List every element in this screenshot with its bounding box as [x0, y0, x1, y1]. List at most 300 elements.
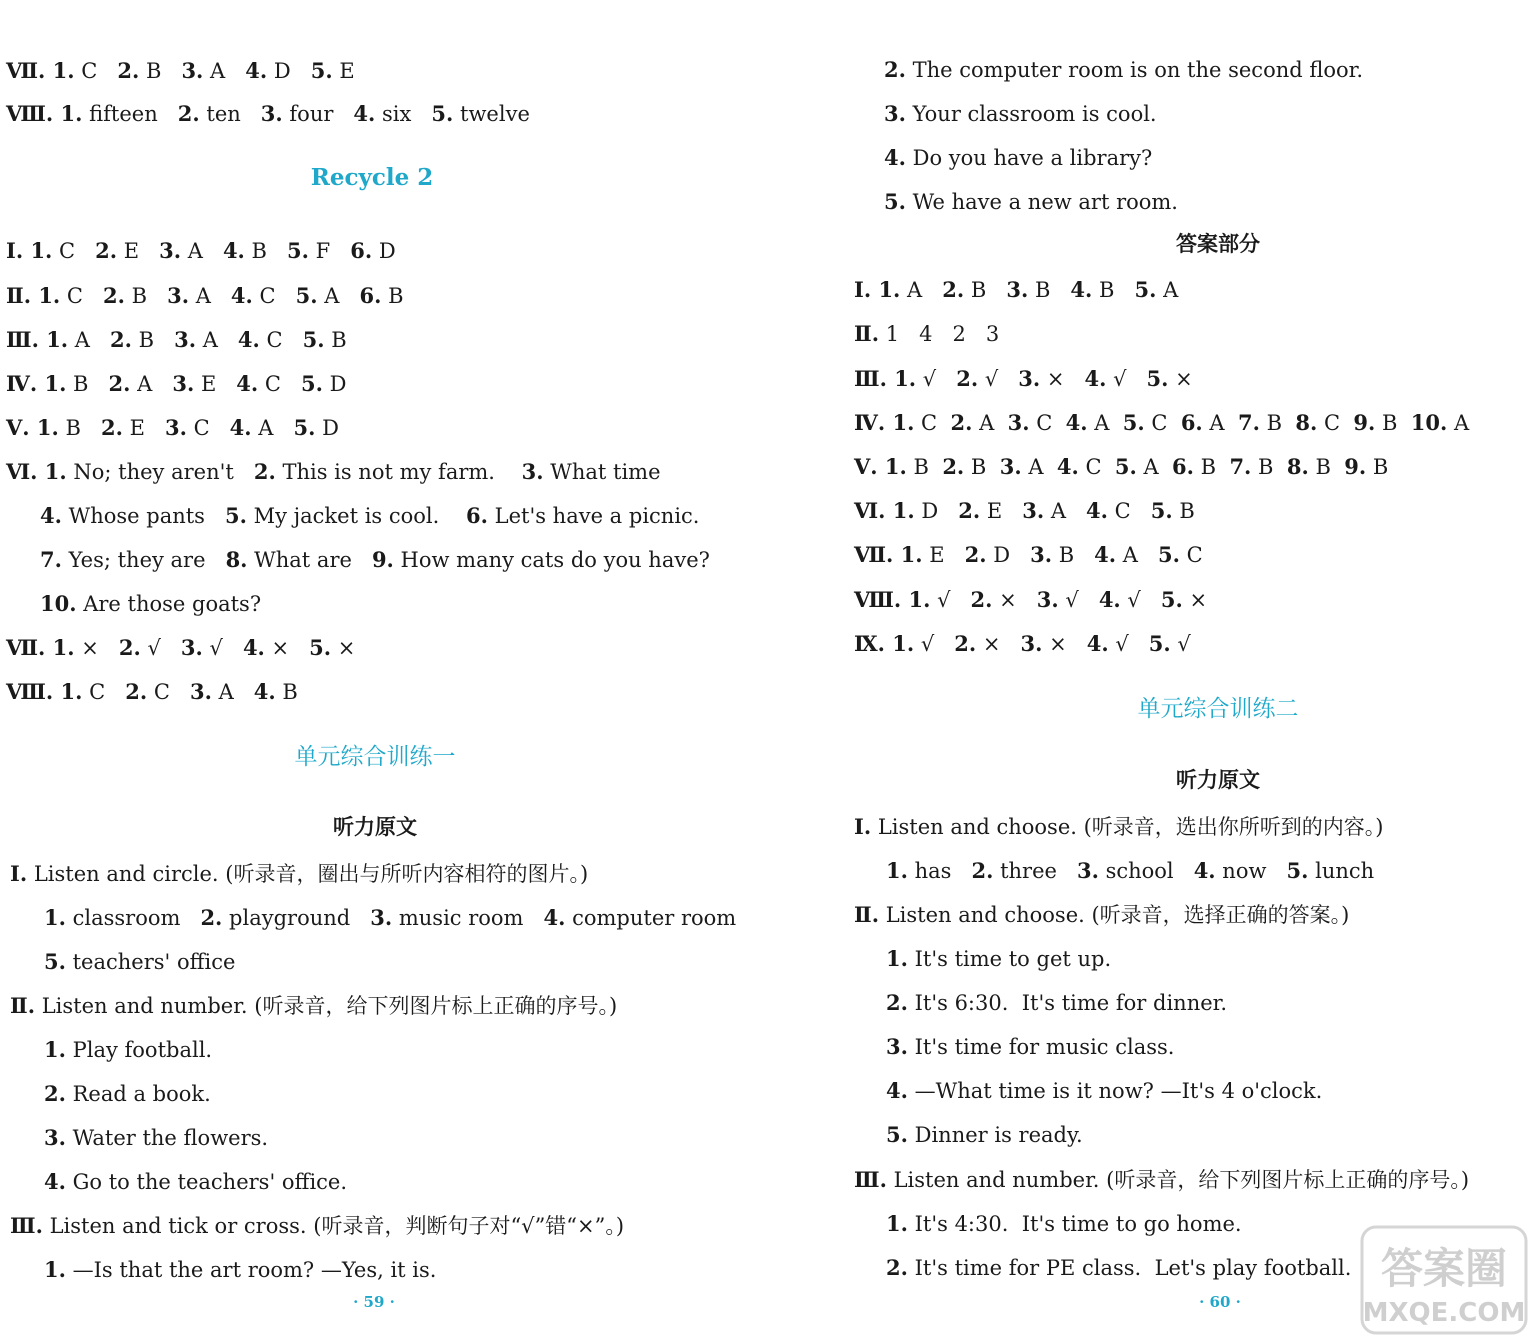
item-number: 7. [1237, 410, 1260, 435]
item-number: 3. [1022, 498, 1045, 523]
item-text: It's time for music class. [907, 1035, 1175, 1059]
item-number: 1. [44, 1037, 66, 1062]
item-number: 2. [117, 58, 140, 83]
item-text: —What time is it now? —It's 4 o'clock. [907, 1079, 1323, 1103]
item-number: Ⅰ. 1. [854, 277, 901, 302]
item-text: Listen and tick or cross. (听录音，判断句子对“√”错“×”。) [42, 1214, 625, 1238]
left-answer-line [6, 371, 346, 397]
right-answer-line [854, 542, 1203, 568]
item-text: C [74, 59, 118, 83]
item-text: √ [1170, 632, 1191, 656]
item-text: No; they aren't [66, 460, 254, 484]
left-answer-line [40, 503, 699, 529]
item-text: has [907, 859, 972, 883]
item-number: 10. [40, 591, 77, 616]
item-number: 2. [970, 587, 993, 612]
item-number: 5. [1150, 498, 1173, 523]
right-answer-line [854, 902, 1349, 928]
item-number: 5. [293, 415, 316, 440]
item-number: 3. [260, 101, 283, 126]
item-text: E [922, 543, 965, 567]
left-answer-line [6, 635, 355, 661]
item-text: B [1366, 455, 1389, 479]
item-text: D [315, 416, 339, 440]
item-number: 2. [95, 238, 118, 263]
item-text: E [980, 499, 1023, 523]
item-text: B [906, 455, 943, 479]
item-text: Listen and number. (听录音，给下列图片标上正确的序号。) [35, 994, 618, 1018]
item-number: Ⅶ. 1. [6, 58, 75, 83]
item-text: We have a new art room. [905, 190, 1178, 214]
item-number: 6. [1172, 454, 1194, 479]
item-number: 2. [100, 415, 123, 440]
item-number: 5. [1122, 410, 1145, 435]
item-text: —Is that the art room? —Yes, it is. [65, 1258, 437, 1282]
item-number: Ⅲ. [10, 1213, 43, 1238]
item-text: A [1136, 455, 1173, 479]
item-number: 4. [353, 101, 376, 126]
item-number: 2. [971, 858, 994, 883]
item-text: What time [543, 460, 661, 484]
item-text: C [259, 328, 303, 352]
item-number: 1. [44, 1257, 66, 1282]
item-text: C [1317, 411, 1354, 435]
item-text: A [1202, 411, 1238, 435]
item-text: C [186, 416, 230, 440]
item-text: B [124, 284, 168, 308]
item-number: 2. [108, 371, 131, 396]
item-text: √ [202, 636, 243, 660]
page-number-left: · 59 · [353, 1293, 395, 1311]
item-text: √ [914, 632, 955, 656]
left-answer-line [44, 1081, 211, 1107]
item-number: Ⅶ. 1. [6, 635, 75, 660]
item-text: B [381, 284, 404, 308]
item-number: 5. [301, 371, 323, 396]
item-text: It's time for PE class. Let's play football. [907, 1256, 1352, 1280]
left-answer-line [10, 861, 588, 887]
item-text: classroom [65, 906, 201, 930]
item-number: Ⅰ. 1. [6, 238, 53, 263]
item-number: 4. [230, 283, 253, 308]
item-text: school [1098, 859, 1194, 883]
right-answer-line [886, 1034, 1174, 1060]
item-text: D [322, 372, 347, 396]
item-number: 4. [229, 415, 252, 440]
item-number: 3. [164, 415, 187, 440]
item-text: √ [978, 367, 1019, 391]
item-number: Ⅷ. 1. [854, 587, 931, 612]
item-number: 2. [942, 277, 965, 302]
item-number: 5. [224, 503, 247, 528]
item-number: 4. [40, 503, 62, 528]
left-answer-line [40, 591, 261, 617]
item-number: 4. [1086, 498, 1108, 523]
item-number: 6. [466, 503, 488, 528]
item-text: ten [199, 102, 261, 126]
item-number: 4. [1086, 631, 1109, 656]
item-number: 5. [1157, 542, 1180, 567]
item-number: Ⅴ. 1. [854, 454, 907, 479]
item-number: 4. [222, 238, 245, 263]
item-number: Ⅲ. 1. [6, 327, 69, 352]
item-number: 6. [1180, 410, 1203, 435]
item-text: Listen and choose. (听录音，选出你所听到的内容。) [871, 815, 1384, 839]
item-text: Do you have a library? [905, 146, 1153, 170]
item-text: fifteen [82, 102, 178, 126]
item-number: 4. [237, 327, 260, 352]
item-text: computer room [565, 906, 737, 930]
item-number: 3. [370, 905, 393, 930]
item-text: F [308, 239, 351, 263]
right-answer-line [854, 1167, 1469, 1193]
item-text: C [1144, 411, 1181, 435]
item-number: 2. [954, 631, 977, 656]
item-number: 4. [886, 1078, 908, 1103]
item-text: Yes; they are [61, 548, 226, 572]
item-text: D [372, 239, 396, 263]
right-answer-line [884, 189, 1178, 215]
item-number: 5. [1286, 858, 1309, 883]
right-answer-line [854, 454, 1388, 480]
item-text: × [992, 588, 1037, 612]
item-text: A [203, 59, 246, 83]
right-answer-line [884, 145, 1152, 171]
item-number: 3. [1007, 410, 1030, 435]
item-text: lunch [1308, 859, 1375, 883]
item-number: 2. [964, 542, 987, 567]
item-text: B [244, 239, 288, 263]
item-number: Ⅱ. [10, 993, 36, 1018]
item-number: 5. [1114, 454, 1137, 479]
item-text: A [196, 328, 238, 352]
item-number: 3. [884, 101, 906, 126]
item-number: 2. [44, 1081, 66, 1106]
item-text: A [251, 416, 294, 440]
item-number: 3. [1030, 542, 1053, 567]
right-answer-line [854, 410, 1469, 436]
item-text: now [1215, 859, 1287, 883]
left-answer-line [6, 459, 661, 485]
item-text: × [1168, 367, 1193, 391]
item-number: 2. [956, 366, 979, 391]
item-text: Water the flowers. [65, 1126, 269, 1150]
item-number: 7. [40, 547, 62, 572]
right-answer-line [854, 321, 999, 347]
item-text: Read a book. [65, 1082, 211, 1106]
item-number: Ⅱ. [854, 902, 880, 927]
item-text: × [331, 636, 356, 660]
item-text: A [211, 680, 254, 704]
left-answer-line [10, 993, 617, 1019]
right-answer-line [886, 1122, 1083, 1148]
item-text: × [1042, 632, 1087, 656]
item-text: A [68, 328, 110, 352]
item-number: 3. [1076, 858, 1099, 883]
item-number: 4. [1098, 587, 1121, 612]
item-text: It's 6:30. It's time for dinner. [907, 991, 1228, 1015]
answers-title: 答案部分 [1176, 232, 1260, 256]
item-text: teachers' office [65, 950, 236, 974]
item-number: Ⅴ. 1. [6, 415, 59, 440]
left-page [0, 0, 760, 1340]
item-text: √ [930, 588, 971, 612]
item-text: C [147, 680, 190, 704]
item-text: four [282, 102, 354, 126]
item-number: 9. [1344, 454, 1367, 479]
item-number: 4. [543, 905, 566, 930]
item-number: 7. [1229, 454, 1252, 479]
item-number: 5. [310, 58, 333, 83]
item-number: 2. [103, 283, 125, 308]
item-number: 3. [180, 635, 203, 660]
item-number: 5. [309, 635, 332, 660]
item-number: Ⅲ. 1. [854, 366, 917, 391]
item-number: 3. [159, 238, 182, 263]
item-number: 5. [431, 101, 454, 126]
item-number: 4. [1193, 858, 1216, 883]
item-text: √ [1108, 632, 1149, 656]
item-text: C [82, 680, 126, 704]
item-number: 4. [245, 58, 268, 83]
item-number: Ⅸ. 1. [854, 631, 915, 656]
item-number: 9. [1353, 410, 1376, 435]
item-text: B [964, 455, 1000, 479]
item-number: 1. [886, 858, 908, 883]
item-text: B [1375, 411, 1411, 435]
item-text: B [66, 372, 109, 396]
item-text: Your classroom is cool. [905, 102, 1157, 126]
left-answer-line [44, 1037, 212, 1063]
item-number: 5. [287, 238, 309, 263]
item-text: A [317, 284, 360, 308]
item-text: B [1052, 543, 1095, 567]
item-number: 2. [118, 635, 141, 660]
watermark-url: MXQE.COM [1362, 1298, 1526, 1328]
item-number: 5. [886, 1122, 908, 1147]
item-text: B [139, 59, 182, 83]
item-number: 3. [999, 454, 1022, 479]
item-text: B [131, 328, 175, 352]
item-text: Let's have a picnic. [487, 504, 700, 528]
item-number: 8. [225, 547, 248, 572]
item-number: 3. [174, 327, 197, 352]
item-number: 4. [1065, 410, 1088, 435]
item-text: × [1040, 367, 1085, 391]
item-number: 8. [1286, 454, 1309, 479]
item-number: 2. [253, 459, 276, 484]
item-number: 10. [1410, 410, 1448, 435]
right-answer-line [854, 814, 1384, 840]
left-answer-line [44, 949, 235, 975]
item-text: Go to the teachers' office. [65, 1170, 348, 1194]
right-answer-line [854, 277, 1178, 303]
right-answer-line [854, 631, 1191, 657]
item-text: C [914, 411, 951, 435]
left-answer-line [6, 415, 339, 441]
page-number-right: · 60 · [1199, 1293, 1241, 1311]
item-number: 2. [110, 327, 132, 352]
item-number: 6. [359, 283, 382, 308]
left-answer-line [40, 547, 710, 573]
item-text: playground [222, 906, 371, 930]
item-text: A [1156, 278, 1179, 302]
item-number: 2. [177, 101, 200, 126]
item-text: C [1107, 499, 1151, 523]
item-text: B [324, 328, 347, 352]
item-number: 5. [1148, 631, 1171, 656]
left-answer-line [6, 327, 347, 353]
item-number: Ⅰ. [10, 861, 28, 886]
right-answer-line [854, 498, 1195, 524]
item-number: 4. [884, 145, 906, 170]
item-number: 3. [189, 679, 212, 704]
left-answer-line [44, 1125, 268, 1151]
item-text: × [1182, 588, 1208, 612]
item-number: Ⅱ. 1. [6, 283, 61, 308]
right-answer-line [854, 366, 1193, 392]
recycle-title: Recycle 2 [310, 164, 434, 191]
item-text: B [1092, 278, 1135, 302]
item-text: B [964, 278, 1007, 302]
left-answer-line [6, 283, 404, 309]
left-answer-line [6, 58, 355, 84]
item-number: Ⅵ. 1. [854, 498, 915, 523]
item-text: C [60, 284, 104, 308]
item-number: Ⅷ. 1. [6, 101, 83, 126]
item-text: E [194, 372, 237, 396]
item-number: Ⅶ. 1. [854, 542, 923, 567]
item-number: 4. [253, 679, 276, 704]
item-number: 1. [886, 946, 908, 971]
item-number: 5. [295, 283, 318, 308]
left-answer-line [6, 679, 298, 705]
item-text: A [972, 411, 1008, 435]
item-number: 5. [884, 189, 906, 214]
right-answer-line [886, 946, 1111, 972]
right-answer-line [886, 858, 1374, 884]
item-number: Ⅲ. [854, 1167, 887, 1192]
item-text: B [58, 416, 101, 440]
item-number: 2. [884, 57, 906, 82]
item-text: Listen and choose. (听录音，选择正确的答案。) [879, 903, 1350, 927]
item-text: A [1044, 499, 1087, 523]
item-number: 3. [181, 58, 204, 83]
item-text: C [52, 239, 96, 263]
right-answer-line [886, 990, 1227, 1016]
item-number: 4. [1084, 366, 1107, 391]
item-text: C [258, 372, 302, 396]
listening-title-left: 听力原文 [333, 815, 417, 839]
right-answer-line [884, 101, 1157, 127]
item-number: 1. [44, 905, 66, 930]
item-number: 6. [350, 238, 373, 263]
item-text: E [122, 416, 165, 440]
item-text: C [1029, 411, 1066, 435]
item-number: 4. [1056, 454, 1079, 479]
right-page [768, 0, 1536, 1340]
item-number: 4. [1094, 542, 1117, 567]
item-text: B [1251, 455, 1287, 479]
item-text: B [1259, 411, 1296, 435]
watermark-logo [1360, 1225, 1528, 1335]
item-text: Dinner is ready. [907, 1123, 1083, 1147]
item-number: Ⅳ. 1. [854, 410, 915, 435]
item-text: D [914, 499, 959, 523]
item-number: 2. [200, 905, 223, 930]
item-number: 2. [950, 410, 973, 435]
item-number: 5. [302, 327, 325, 352]
left-answer-line [6, 101, 530, 127]
item-number: Ⅷ. 1. [6, 679, 83, 704]
item-text: Whose pants [61, 504, 225, 528]
item-text: B [1308, 455, 1345, 479]
item-text: E [332, 59, 355, 83]
right-answer-line [886, 1255, 1351, 1281]
listening-title-right: 听力原文 [1176, 768, 1260, 792]
left-answer-line [6, 238, 396, 264]
item-text: Listen and circle. (听录音，圈出与所听内容相符的图片。) [27, 862, 589, 886]
item-number: 2. [942, 454, 965, 479]
item-text: My jacket is cool. [246, 504, 467, 528]
item-text: B [1028, 278, 1071, 302]
right-answer-line [886, 1078, 1322, 1104]
item-number: 3. [886, 1034, 908, 1059]
item-text: × [264, 636, 310, 660]
item-number: 2. [958, 498, 981, 523]
item-number: 8. [1295, 410, 1318, 435]
item-text: C [1179, 543, 1203, 567]
item-text: √ [140, 636, 181, 660]
item-text: The computer room is on the second floor. [905, 58, 1364, 82]
item-text: D [986, 543, 1031, 567]
item-text: √ [916, 367, 957, 391]
item-text: × [976, 632, 1021, 656]
item-number: 3. [1020, 631, 1043, 656]
item-text: three [993, 859, 1077, 883]
item-number: 5. [1160, 587, 1183, 612]
item-number: 3. [521, 459, 544, 484]
item-number: Ⅵ. 1. [6, 459, 67, 484]
item-text: E [117, 239, 160, 263]
item-text: twelve [453, 102, 530, 126]
item-number: 4. [1070, 277, 1093, 302]
right-answer-line [884, 57, 1363, 83]
watermark-text: 答案圈 [1380, 1244, 1508, 1293]
item-text: This is not my farm. [275, 460, 522, 484]
item-number: 5. [44, 949, 66, 974]
item-text: Are those goats? [76, 592, 262, 616]
item-number: 1. [886, 1211, 908, 1236]
item-number: 2. [125, 679, 148, 704]
item-text: B [1193, 455, 1230, 479]
item-number: 2. [886, 990, 908, 1015]
right-answer-line [854, 587, 1207, 613]
item-number: 2. [886, 1255, 908, 1280]
item-number: 4. [236, 371, 259, 396]
item-text: D [267, 59, 311, 83]
item-text: B [1172, 499, 1195, 523]
item-text: A [1447, 411, 1470, 435]
item-text: 1 4 2 3 [879, 322, 1000, 346]
unit1-title: 单元综合训练一 [294, 744, 456, 770]
item-number: 3. [1018, 366, 1041, 391]
item-text: music room [392, 906, 544, 930]
item-text: √ [1058, 588, 1099, 612]
item-number: 4. [242, 635, 265, 660]
item-text: C [252, 284, 296, 308]
item-text: What are [247, 548, 372, 572]
